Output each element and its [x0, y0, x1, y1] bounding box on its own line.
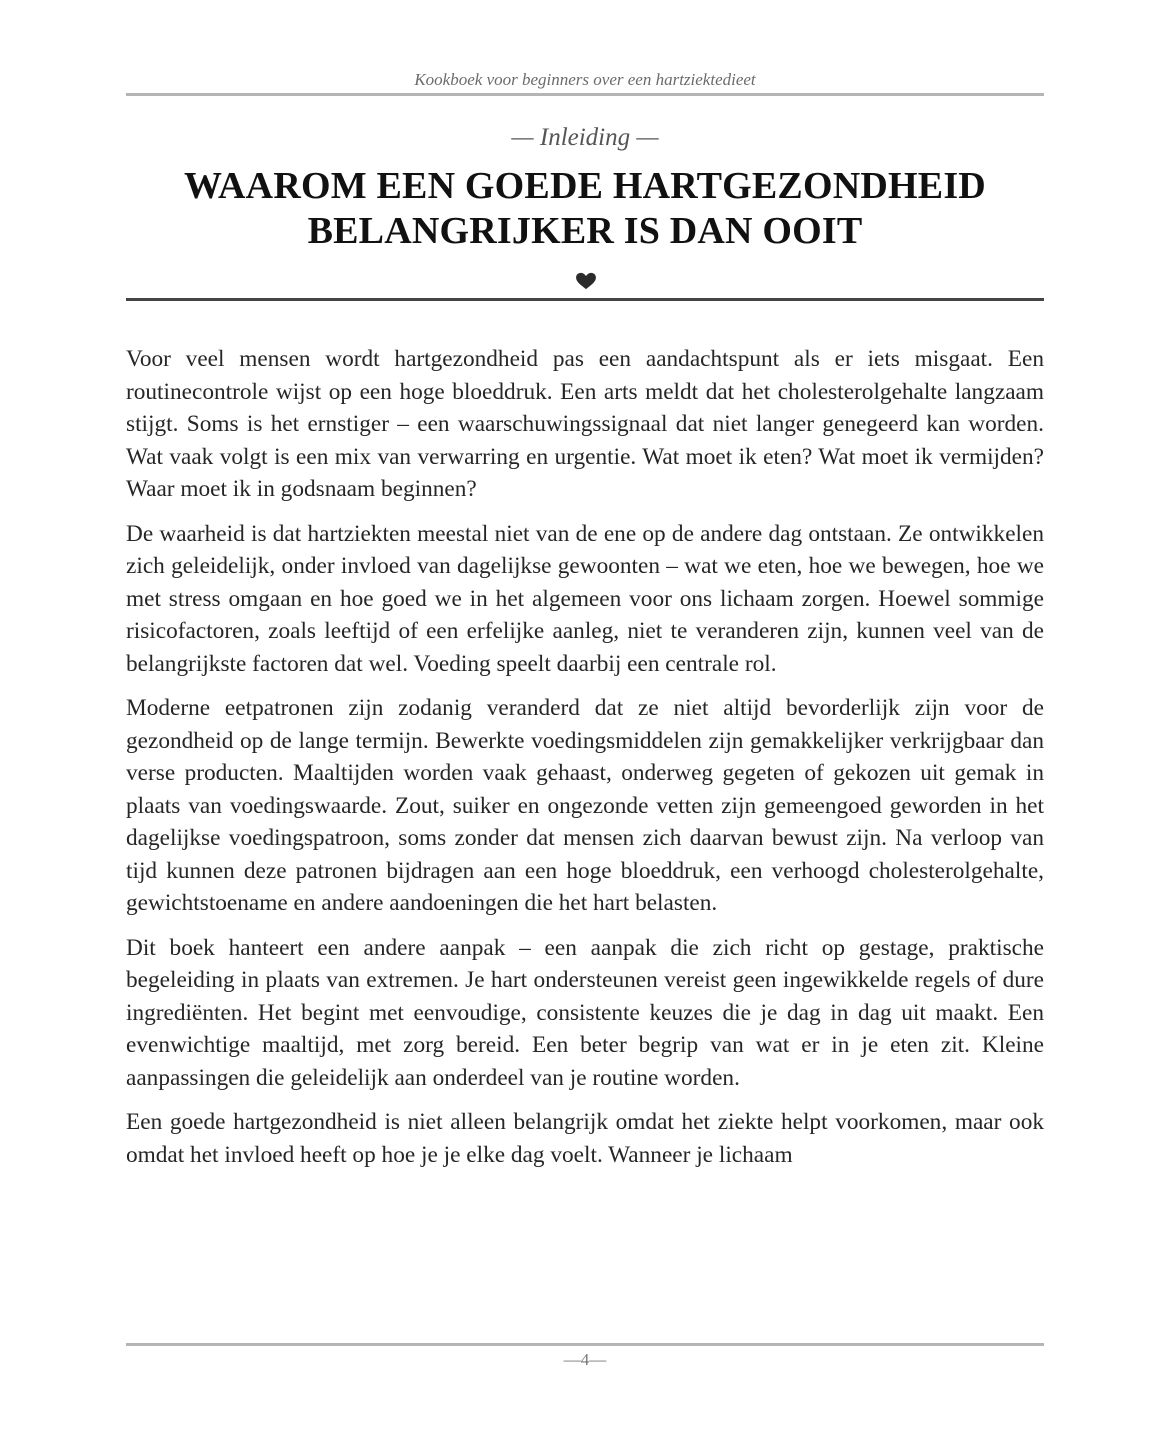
page-number: —4—: [563, 1350, 607, 1369]
body-text: [126, 343, 1044, 1183]
paragraph: De waarheid is dat hartziekten meestal niet van de ene op de andere dag ontstaan. Ze ontwikkelen zich geleidelijk, onder invloed van dagelijkse gewoonten – wat we eten, hoe we bewegen, hoe we met stress omgaan en hoe goed we in het algemeen voor ons lichaam zorgen. Hoewel sommige risicofactoren, zoals leeftijd of een erfelijke aanleg, niet te veranderen zijn, kunnen veel van de belangrijkste factoren dat wel. Voeding speelt daarbij een centrale rol.: [126, 520, 1044, 677]
running-header: Kookboek voor beginners over een hartziektedieet: [414, 70, 756, 89]
chapter-title: [126, 164, 1044, 254]
paragraph: Voor veel mensen wordt hartgezondheid pas een aandachtspunt als er iets misgaat. Een routinecontrole wijst op een hoge bloeddruk. Een arts meldt dat het cholesterolgehalte langzaam stijgt. Soms is het ernstiger – een waarschuwingssignaal dat niet langer genegeerd kan worden. Wat vaak volgt is een mix van verwarring en urgentie. Wat moet ik eten? Wat moet ik vermijden? Waar moet ik in godsnaam beginnen?: [126, 346, 1044, 502]
chapter-title-line-1: WAAROM EEN GOEDE HARTGEZONDHEID: [184, 165, 986, 207]
chapter-label: — Inleiding —: [511, 124, 659, 151]
header-divider: [126, 93, 1044, 96]
heart-icon: [575, 272, 597, 290]
footer-divider: [126, 1343, 1044, 1346]
paragraph: Moderne eetpatronen zijn zodanig veranderd dat ze niet altijd bevorderlijk zijn voor de gezondheid op de lange termijn. Bewerkte voedingsmiddelen zijn gemakkelijker verkrijgbaar dan verse producten. Maaltijden worden vaak gehaast, onderweg gegeten of gekozen uit gemak in plaats van voedingswaarde. Zout, suiker en ongezonde vetten zijn gemeengoed geworden in het dagelijkse voedingspatroon, soms zonder dat mensen zich daarvan bewust zijn. Na verloop van tijd kunnen deze patronen bijdragen aan een hoge bloeddruk, een verhoogd cholesterolgehalte, gewichtstoename en andere aandoeningen die het hart belasten.: [126, 695, 1044, 916]
title-divider: [126, 298, 1044, 301]
paragraph: Dit boek hanteert een andere aanpak – een aanpak die zich richt op gestage, praktische begeleiding in plaats van extremen. Je hart ondersteunen vereist geen ingewikkelde regels of dure ingrediënten. Het begint met eenvoudige, consistente keuzes die je dag in dag uit maakt. Een evenwichtige maaltijd, met zorg bereid. Een beter begrip van wat er in je eten zit. Kleine aanpassingen die geleidelijk aan onderdeel van je routine worden.: [126, 934, 1044, 1091]
paragraph: Een goede hartgezondheid is niet alleen belangrijk omdat het ziekte helpt voorkomen, maar ook omdat het invloed heeft op hoe je je elke dag voelt. Wanneer je lichaam: [126, 1109, 1044, 1168]
chapter-title-line-2: BELANGRIJKER IS DAN OOIT: [307, 210, 863, 252]
